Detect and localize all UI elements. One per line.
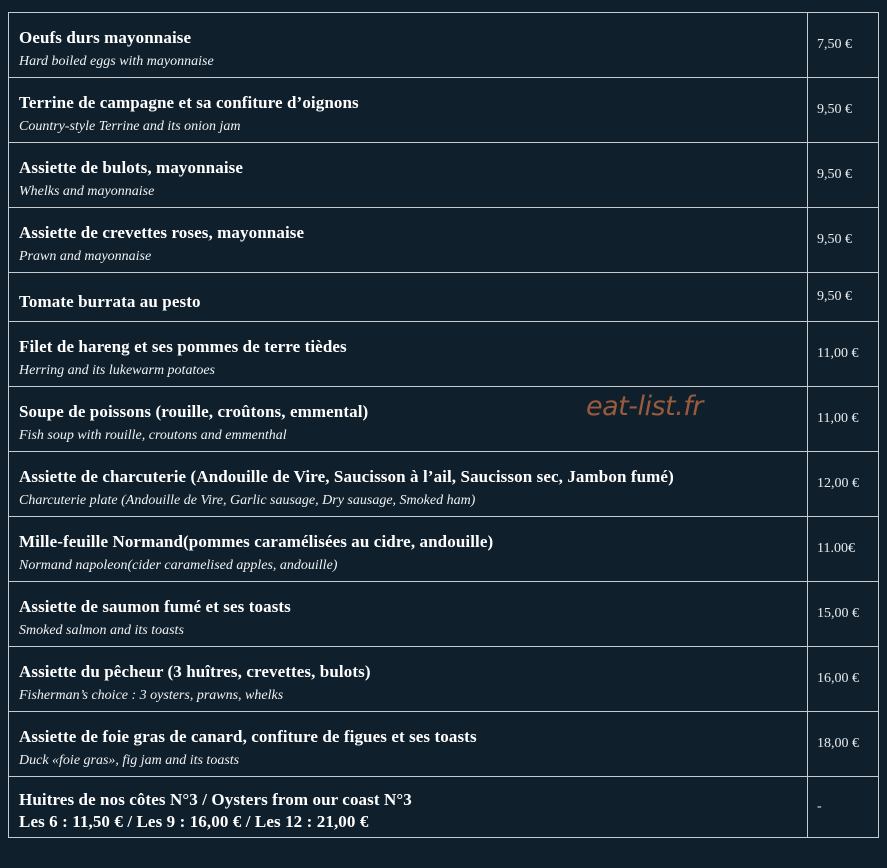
dish-description: Duck «foie gras», fig jam and its toasts	[19, 752, 240, 768]
dish-price: 11,00 €	[808, 322, 879, 387]
oysters-cell	[9, 777, 808, 838]
dish-name: Assiette du pêcheur (3 huîtres, crevettes, bulots)	[19, 661, 371, 681]
dish-description: Fisherman’s choice : 3 oysters, prawns, whelks	[19, 687, 284, 703]
dish-cell	[9, 143, 808, 208]
dish-description: Normand napoleon(cider caramelised apples, andouille)	[19, 557, 338, 573]
menu-row	[9, 452, 879, 517]
dish-description: Prawn and mayonnaise	[19, 248, 152, 264]
menu-row	[9, 387, 879, 452]
dish-name: Oeufs durs mayonnaise	[19, 27, 192, 47]
dish-cell	[9, 647, 808, 712]
dish-name: Assiette de foie gras de canard, confiture de figues et ses toasts	[19, 726, 477, 746]
dish-cell	[9, 208, 808, 273]
dish-cell	[9, 712, 808, 777]
oysters-title: Huitres de nos côtes N°3 / Oysters from our coast N°3	[19, 790, 412, 809]
menu-row	[9, 273, 879, 322]
oysters-prices: Les 6 : 11,50 € / Les 9 : 16,00 € / Les 12 : 21,00 €	[19, 812, 369, 831]
dish-price: 9,50 €	[808, 273, 879, 322]
menu-row	[9, 582, 879, 647]
dish-description: Whelks and mayonnaise	[19, 183, 155, 199]
dish-name: Terrine de campagne et sa confiture d’oignons	[19, 92, 359, 112]
oysters-row	[9, 777, 879, 838]
dish-name: Mille-feuille Normand(pommes caramélisées au cidre, andouille)	[19, 531, 494, 551]
dish-cell	[9, 273, 808, 322]
menu-table-wrapper	[8, 12, 878, 838]
dish-cell	[9, 517, 808, 582]
menu-row	[9, 322, 879, 387]
dish-description: Country-style Terrine and its onion jam	[19, 118, 241, 134]
dish-cell	[9, 582, 808, 647]
dish-name: Soupe de poissons (rouille, croûtons, emmental)	[19, 401, 369, 421]
dish-description: Herring and its lukewarm potatoes	[19, 362, 215, 378]
dish-name: Filet de hareng et ses pommes de terre tièdes	[19, 336, 347, 356]
menu-row	[9, 208, 879, 273]
menu-row	[9, 712, 879, 777]
menu-table	[8, 12, 879, 838]
dish-cell	[9, 322, 808, 387]
dish-price: 15,00 €	[808, 582, 879, 647]
dish-name: Tomate burrata au pesto	[19, 291, 201, 311]
dish-description: Fish soup with rouille, croutons and emmenthal	[19, 427, 287, 443]
dish-price: 16,00 €	[808, 647, 879, 712]
dish-name: Assiette de bulots, mayonnaise	[19, 157, 244, 177]
dish-name: Assiette de charcuterie (Andouille de Vire, Saucisson à l’ail, Saucisson sec, Jambon fumé)	[19, 466, 674, 486]
dish-price: 9,50 €	[808, 208, 879, 273]
dish-price: 18,00 €	[808, 712, 879, 777]
menu-row	[9, 647, 879, 712]
menu-row	[9, 517, 879, 582]
dish-price: 7,50 €	[808, 13, 879, 78]
dish-name: Assiette de saumon fumé et ses toasts	[19, 596, 291, 616]
dish-price: 9,50 €	[808, 78, 879, 143]
dish-name: Assiette de crevettes roses, mayonnaise	[19, 222, 305, 242]
oysters-price: -	[808, 777, 879, 838]
dish-cell	[9, 78, 808, 143]
dish-price: 12,00 €	[808, 452, 879, 517]
watermark-logo: eat-list.fr	[586, 391, 703, 422]
dish-description: Charcuterie plate (Andouille de Vire, Garlic sausage, Dry sausage, Smoked ham)	[19, 492, 476, 508]
dish-cell	[9, 452, 808, 517]
dish-cell	[9, 13, 808, 78]
dish-price: 11.00€	[808, 517, 879, 582]
menu-row	[9, 143, 879, 208]
dish-description: Hard boiled eggs with mayonnaise	[19, 53, 214, 69]
dish-description: Smoked salmon and its toasts	[19, 622, 184, 638]
dish-price: 11,00 €	[808, 387, 879, 452]
menu-row	[9, 13, 879, 78]
menu-row	[9, 78, 879, 143]
dish-price: 9,50 €	[808, 143, 879, 208]
